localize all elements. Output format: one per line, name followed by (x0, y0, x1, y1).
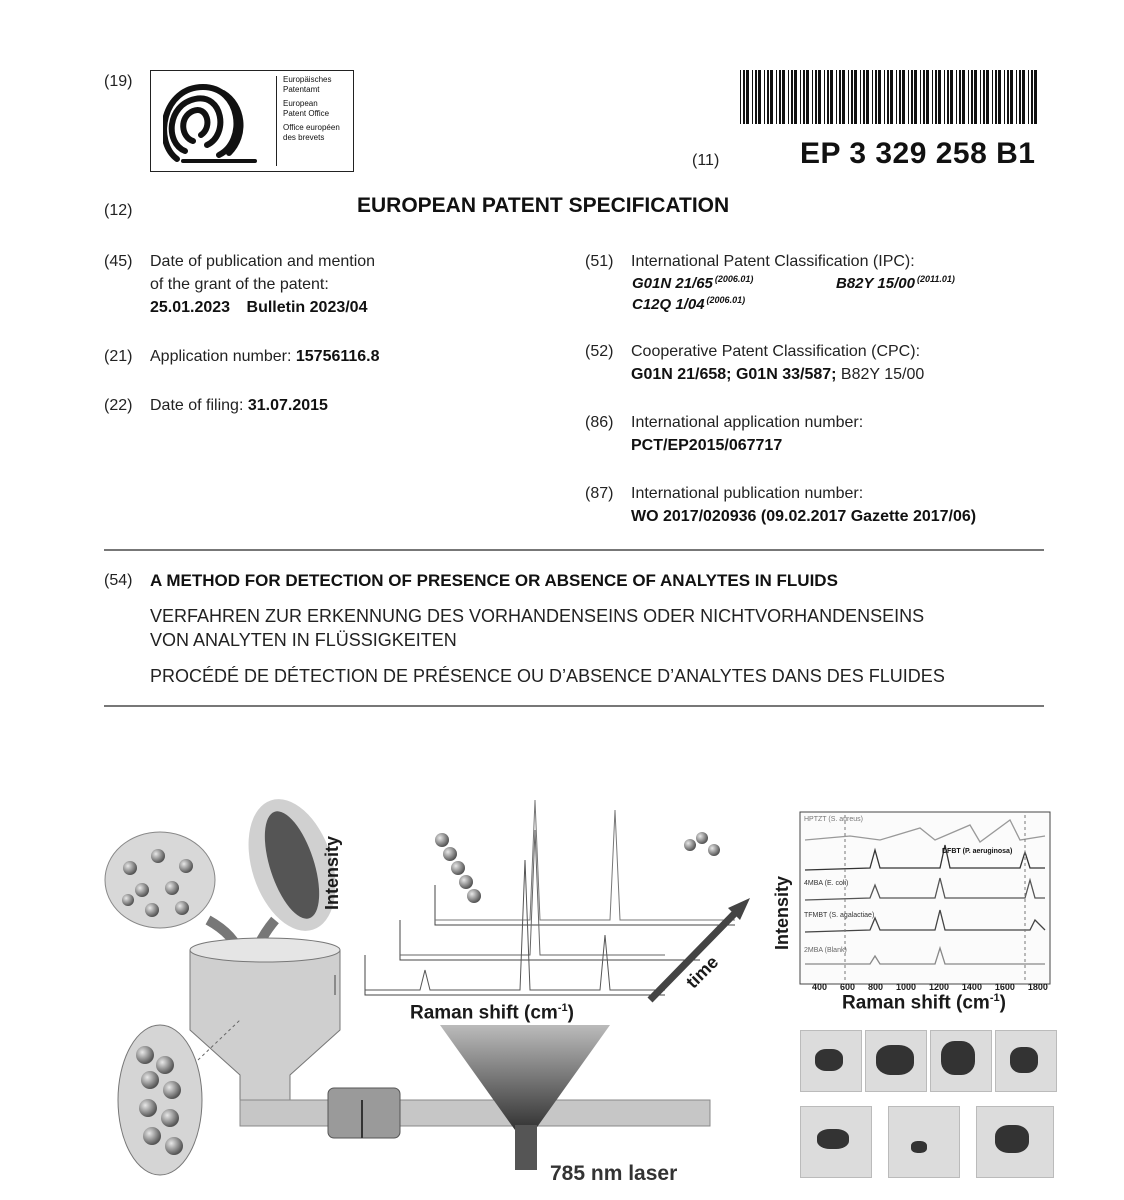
barcode-bar (815, 70, 817, 124)
barcode-bar (935, 70, 937, 124)
barcode-bar (743, 70, 745, 124)
inid-code-22: (22) (104, 397, 133, 414)
barcode (740, 70, 1042, 124)
barcode-bar (911, 70, 913, 124)
ipc-class-2: B82Y 15/00 $^{(2011.01)}$ (836, 274, 955, 292)
barcode-bar (800, 70, 801, 124)
barcode-bar (902, 70, 905, 124)
barcode-bar (884, 70, 885, 124)
barcode-bar (836, 70, 837, 124)
barcode-bar (860, 70, 861, 124)
barcode-bar (1022, 70, 1025, 124)
spectra-stack (335, 800, 735, 995)
barcode-bar (899, 70, 901, 124)
barcode-bar (812, 70, 813, 124)
axis-raman-right: Raman shift $(cm^{-1})$ (842, 992, 1006, 1014)
barcode-bar (986, 70, 989, 124)
barcode-bar (923, 70, 925, 124)
cpc-plain-class: B82Y 15/00 (840, 366, 925, 383)
barcode-bar (782, 70, 785, 124)
barcode-bar (914, 70, 917, 124)
publication-date: 25.01.2023 (150, 299, 231, 316)
barcode-bar (896, 70, 897, 124)
epo-logo-divider (276, 76, 277, 166)
barcode-bar (842, 70, 845, 124)
inid-code-52: (52) (585, 343, 614, 360)
patent-number: EP 3 329 258 B1 (800, 137, 1036, 170)
divider-top (104, 549, 1044, 551)
barcode-bar (875, 70, 877, 124)
spectrum-label-2: DFBT (P. aeruginosa) (942, 848, 1013, 855)
barcode-bar (947, 70, 949, 124)
barcode-bar (770, 70, 773, 124)
epo-emblem-icon (163, 79, 271, 165)
barcode-bar (1034, 70, 1037, 124)
title-english: A METHOD FOR DETECTION OF PRESENCE OR ABSENCE OF ANALYTES IN FLUIDS (150, 571, 838, 590)
barcode-bar (806, 70, 809, 124)
bulletin: Bulletin 2023/04 (246, 299, 368, 316)
barcode-bar (956, 70, 957, 124)
spectrum-label-4: TFMBT (S. agalactiae) (804, 912, 875, 919)
barcode-bar (866, 70, 869, 124)
barcode-bar (839, 70, 841, 124)
spectrum-label-5: 2MBA (Blank) (804, 947, 847, 954)
abstract-figure (90, 770, 1070, 1190)
intl-application-number: PCT/EP2015/067717 (631, 437, 783, 454)
application-number: 15756116.8 (295, 348, 380, 365)
micrograph-1 (800, 1030, 862, 1092)
barcode-bar (740, 70, 741, 124)
inid-code-51: (51) (585, 253, 614, 270)
micrograph-4 (995, 1030, 1057, 1092)
barcode-bar (926, 70, 929, 124)
barcode-bar (755, 70, 757, 124)
barcode-bar (968, 70, 969, 124)
inid-code-87: (87) (585, 485, 614, 502)
micrograph-3 (930, 1030, 992, 1092)
barcode-bar (1004, 70, 1005, 124)
micrograph-2 (865, 1030, 927, 1092)
office-name: Europäisches Patentamt European Patent Office Office européen des brevets (283, 75, 340, 142)
barcode-bar (974, 70, 977, 124)
barcode-bar (788, 70, 789, 124)
intl-publication-number: WO 2017/020936 (09.02.2017 Gazette 2017/06) (631, 508, 977, 525)
micrograph-6 (888, 1106, 960, 1178)
barcode-bar (878, 70, 881, 124)
barcode-bar (758, 70, 761, 124)
barcode-bar (863, 70, 865, 124)
laser-spot (515, 1125, 537, 1170)
spectrum-label-1: HPTZT (S. aureus) (804, 816, 863, 823)
flow-cell (328, 1088, 400, 1138)
filing-date: 31.07.2015 (247, 397, 328, 414)
document-heading: EUROPEAN PATENT SPECIFICATION (357, 194, 730, 217)
barcode-bar (830, 70, 833, 124)
barcode-bar (887, 70, 889, 124)
title-german: VERFAHREN ZUR ERKENNUNG DES VORHANDENSEINS ODER NICHTVORHANDENSEINS VON ANALYTEN IN FLÜSSIGKEITEN (150, 606, 925, 650)
barcode-bar (1016, 70, 1017, 124)
inid-code-45: (45) (104, 253, 133, 270)
barcode-bar (992, 70, 993, 124)
micrograph-7 (976, 1106, 1054, 1178)
barcode-bar (767, 70, 769, 124)
particle-strand (435, 832, 720, 903)
barcode-bar (746, 70, 749, 124)
x-axis-ticks: 400 600 800 1000 1200 1400 1600 1800 (812, 982, 1048, 992)
barcode-bar (983, 70, 985, 124)
barcode-bar (980, 70, 981, 124)
barcode-bar (950, 70, 953, 124)
field-intl-publication: International publication number: WO 2017/020936 (09.02.2017 Gazette 2017/06) (631, 482, 976, 528)
barcode-bar (752, 70, 753, 124)
inid-code-12: (12) (104, 202, 133, 219)
barcode-bar (971, 70, 973, 124)
epo-logo (150, 70, 354, 172)
barcode-bar (779, 70, 781, 124)
inid-code-54: (54) (104, 572, 133, 589)
barcode-bar (872, 70, 873, 124)
ipc-label: International Patent Classification (IPC): (631, 253, 915, 270)
micrograph-5 (800, 1106, 872, 1178)
barcode-bar (1007, 70, 1009, 124)
inid-code-19: (19) (104, 73, 133, 90)
barcode-bar (1028, 70, 1029, 124)
time-label: time (682, 951, 723, 993)
barcode-bar (908, 70, 909, 124)
field-intl-application: International application number: PCT/EP2015/067717 (631, 411, 863, 457)
field-cpc: Cooperative Patent Classification (CPC): G01N 21/658; G01N 33/587; B82Y 15/00 (631, 343, 925, 383)
inid-code-86: (86) (585, 414, 614, 431)
barcode-bar (890, 70, 893, 124)
barcode-bar (944, 70, 945, 124)
barcode-bar (827, 70, 829, 124)
barcode-bar (1031, 70, 1033, 124)
title-french: PROCÉDÉ DE DÉTECTION DE PRÉSENCE OU D’ABSENCE D’ANALYTES DANS DES FLUIDES (150, 666, 945, 686)
barcode-bar (962, 70, 965, 124)
barcode-bar (1019, 70, 1021, 124)
barcode-bar (764, 70, 765, 124)
barcode-bar (803, 70, 805, 124)
barcode-bar (1010, 70, 1013, 124)
inid-code-11: (11) (692, 152, 720, 169)
barcode-bar (791, 70, 793, 124)
barcode-bar (998, 70, 1001, 124)
spectrum-label-3: 4MBA (E. coli) (804, 880, 849, 887)
barcode-bar (995, 70, 997, 124)
axis-intensity-right: Intensity (772, 875, 792, 950)
field-publication-date: Date of publication and mention of the grant of the patent: 25.01.2023 Bulletin 2023/04 (150, 253, 376, 316)
ipc-class-3: C12Q 1/04 $^{(2006.01)}$ (632, 295, 746, 313)
barcode-bar (818, 70, 821, 124)
barcode-bar (794, 70, 797, 124)
field-application-number: Application number: 15756116.8 (150, 348, 380, 365)
divider-bottom (104, 705, 1044, 707)
barcode-bar (920, 70, 921, 124)
nanoparticle-cluster (105, 832, 215, 928)
barcode-bar (854, 70, 857, 124)
barcode-bar (824, 70, 825, 124)
barcode-bar (851, 70, 853, 124)
axis-intensity-center: Intensity (322, 835, 342, 910)
inid-code-21: (21) (104, 348, 133, 365)
laser-label: 785 nm laser (550, 1162, 678, 1185)
axis-raman-center: Raman shift $(cm^{-1})$ (410, 1002, 574, 1024)
barcode-bar (776, 70, 777, 124)
field-filing-date: Date of filing: 31.07.2015 (150, 397, 328, 414)
barcode-bar (959, 70, 961, 124)
cpc-bold-classes: G01N 21/658; G01N 33/587; (631, 366, 837, 383)
barcode-bar (932, 70, 933, 124)
ipc-class-1: G01N 21/65 $^{(2006.01)}$ (632, 274, 754, 292)
barcode-bar (938, 70, 941, 124)
barcode-bar (848, 70, 849, 124)
